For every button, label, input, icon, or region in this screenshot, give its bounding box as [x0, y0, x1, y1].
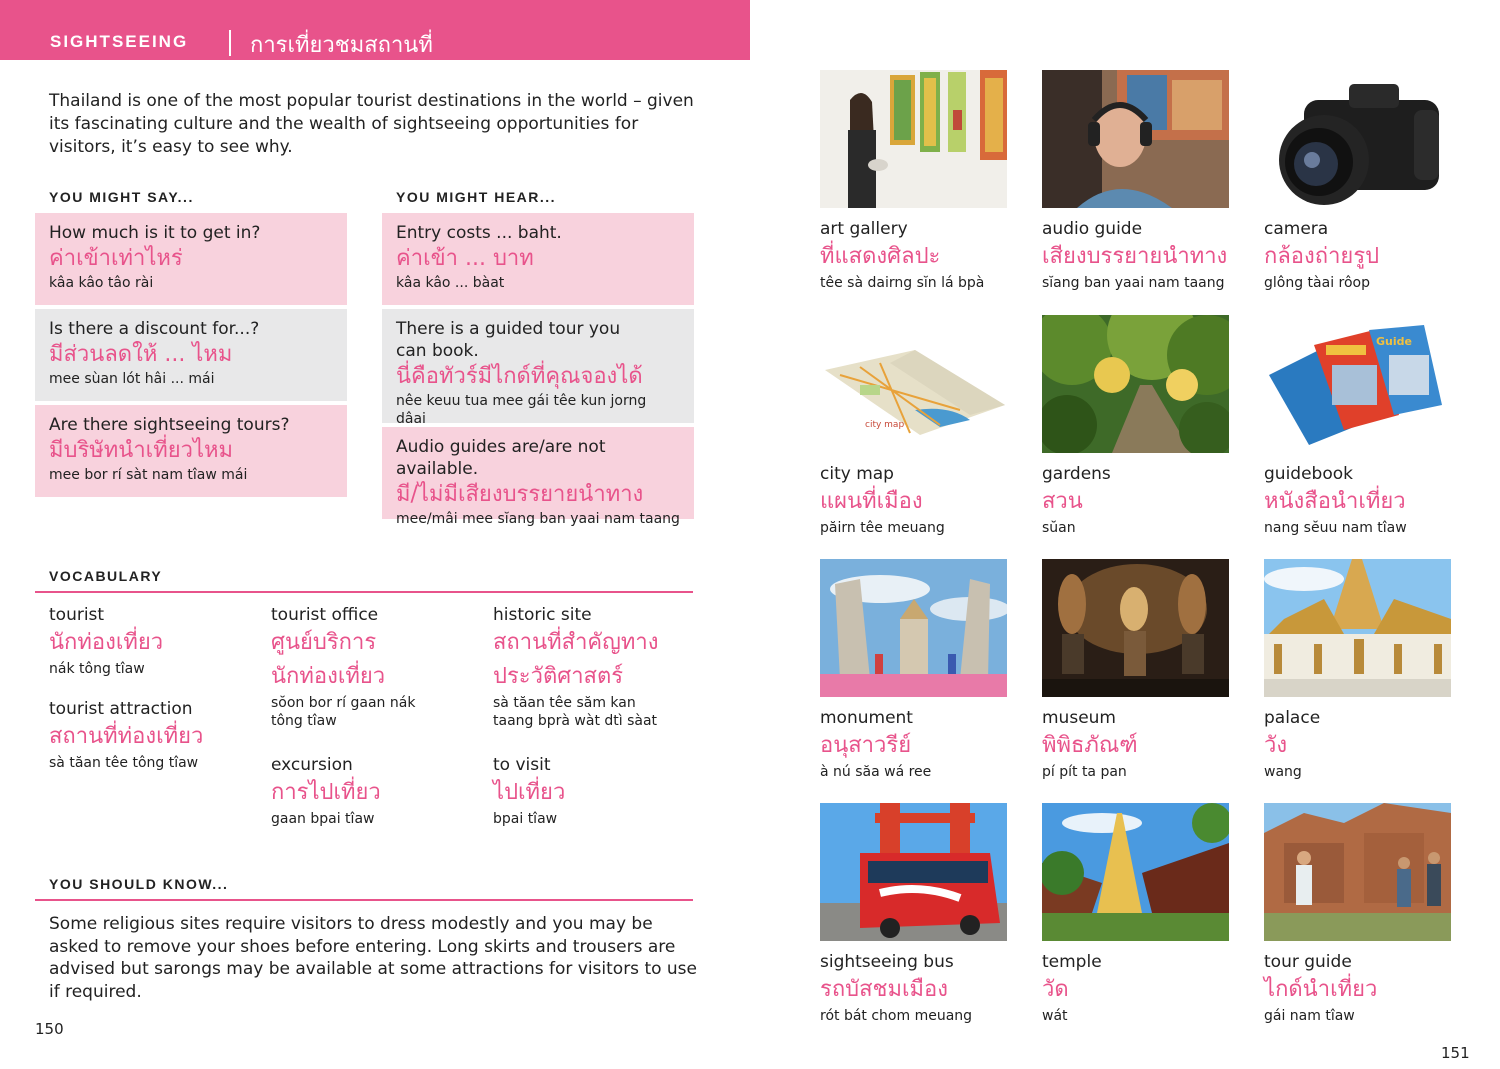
card-thai: เสียงบรรยายนำทาง [1042, 244, 1228, 269]
card-english: temple [1042, 952, 1102, 972]
vocab-card [1264, 559, 1454, 781]
vocab-card [820, 315, 1010, 537]
say-heading: YOU MIGHT SAY... [49, 189, 194, 205]
vocab-transliteration: nák tông tîaw [49, 661, 145, 677]
vocab-item [271, 604, 441, 730]
phrase-box [35, 309, 347, 401]
card-english: sightseeing bus [820, 952, 954, 972]
vocab-thai: สถานที่ท่องเที่ยว [49, 724, 204, 749]
card-thai: พิพิธภัณฑ์ [1042, 733, 1138, 758]
vocab-thai: นักท่องเที่ยว [49, 630, 164, 655]
phrase-box [382, 427, 694, 527]
card-transliteration: wát [1042, 1008, 1068, 1024]
card-transliteration: rót bát chom meuang [820, 1008, 973, 1024]
card-english: audio guide [1042, 219, 1143, 239]
card-thai: วัง [1264, 733, 1288, 758]
card-transliteration: wang [1264, 764, 1302, 780]
card-transliteration: nang sĕuu nam tîaw [1264, 520, 1407, 536]
card-english: museum [1042, 708, 1116, 728]
museum-photo [1042, 559, 1229, 697]
vocab-card [1264, 70, 1454, 292]
card-thai: ที่แสดงศิลปะ [820, 244, 941, 269]
vocab-thai: ศูนย์บริการ นักท่องเที่ยว [271, 630, 386, 689]
vocab-thai: การไปเที่ยว [271, 780, 381, 805]
card-transliteration: sĭang ban yaai nam taang [1042, 275, 1225, 291]
card-thai: แผนที่เมือง [820, 489, 923, 514]
vocab-card [1042, 559, 1232, 781]
hear-heading: YOU MIGHT HEAR... [396, 189, 557, 205]
vocab-card [1042, 70, 1232, 292]
know-rule [35, 899, 693, 901]
vocab-transliteration: bpai tîaw [493, 811, 558, 827]
vocab-transliteration: sà tăan têe tông tîaw [49, 755, 199, 771]
card-english: gardens [1042, 464, 1111, 484]
intro-text: Thailand is one of the most popular tourist destinations in the world – given its fascinating culture and the wealth of sightseeing opportunities for visitors, it’s easy to see why. [49, 91, 694, 157]
card-english: art gallery [820, 219, 908, 239]
vocab-thai: สถานที่สำคัญทาง ประวัติศาสตร์ [493, 630, 659, 689]
page-number-left: 150 [35, 1020, 64, 1038]
phrase-thai: นี่คือทัวร์มีไกด์ที่คุณจองได้ [396, 364, 643, 389]
tour-guide-photo [1264, 803, 1451, 941]
card-english: guidebook [1264, 464, 1353, 484]
art-gallery-photo [820, 70, 1007, 208]
phrase-english: Are there sightseeing tours? [49, 415, 290, 435]
vocab-card [1042, 803, 1232, 1025]
card-english: monument [820, 708, 913, 728]
vocab-item [49, 698, 259, 772]
vocab-english: excursion [271, 755, 353, 775]
card-transliteration: têe sà dairng sĭn lá bpà [820, 275, 985, 291]
vocab-card [1264, 315, 1454, 537]
phrase-english: There is a guided tour you can book. [396, 319, 621, 361]
card-thai: หนังสือนำเที่ยว [1264, 489, 1406, 514]
vocab-card [820, 70, 1010, 292]
card-transliteration: sŭan [1042, 520, 1076, 536]
phrase-english: How much is it to get in? [49, 223, 261, 243]
vocab-card [820, 803, 1010, 1025]
vocab-thai: ไปเที่ยว [493, 780, 566, 805]
phrase-english: Audio guides are/are not available. [396, 437, 606, 479]
card-thai: ไกด์นำเที่ยว [1264, 977, 1378, 1002]
card-transliteration: pí pít ta pan [1042, 764, 1127, 780]
vocab-item [49, 604, 259, 678]
phrase-english: Entry costs ... baht. [396, 223, 562, 243]
guide-label: Guide [1376, 335, 1412, 348]
card-transliteration: gái nam tîaw [1264, 1008, 1355, 1024]
vocab-transliteration: gaan bpai tîaw [271, 811, 375, 827]
vocab-english: to visit [493, 755, 551, 775]
palace-photo [1264, 559, 1451, 697]
vocab-item [493, 604, 678, 730]
card-english: tour guide [1264, 952, 1352, 972]
sightseeing-bus-photo [820, 803, 1007, 941]
vocab-transliteration: sà tăan têe săm kan taang bprà wàt dtì sàat [493, 695, 658, 729]
vocab-item [271, 754, 481, 828]
card-english: camera [1264, 219, 1329, 239]
know-text: Some religious sites require visitors to dress modestly and you may be asked to remove your shoes before entering. Long skirts and trousers are advised but sarongs may be available at some attractions for visitors to use if required. [49, 914, 698, 1002]
phrase-thai: มี/ไม่มีเสียงบรรยายนำทาง [396, 482, 644, 507]
phrase-thai: มีส่วนลดให้ ... ไหม [49, 342, 233, 367]
guidebook-photo [1264, 315, 1451, 453]
card-transliteration: à nú săa wá ree [820, 764, 932, 780]
vocab-english: tourist attraction [49, 699, 193, 719]
phrase-transliteration: mee/mâi mee sĭang ban yaai nam taang [396, 511, 680, 527]
phrase-box [35, 405, 347, 497]
phrase-transliteration: kâa kâo ... bàat [396, 275, 505, 291]
phrase-box [35, 213, 347, 305]
vocab-card [820, 559, 1010, 781]
page-number-right: 151 [1441, 1044, 1470, 1062]
city-map-photo [820, 315, 1007, 453]
vocab-card [1264, 803, 1454, 1025]
phrase-thai: ค่าเข้า ... บาท [396, 246, 534, 271]
card-thai: สวน [1042, 489, 1083, 514]
temple-photo [1042, 803, 1229, 941]
vocabulary-heading: VOCABULARY [49, 568, 163, 584]
section-title: SIGHTSEEING [50, 32, 189, 51]
camera-photo [1264, 70, 1451, 208]
card-english: palace [1264, 708, 1321, 728]
card-transliteration: glông tàai rôop [1264, 275, 1371, 291]
card-thai: รถบัสชมเมือง [820, 977, 948, 1002]
card-thai: วัด [1042, 977, 1069, 1002]
phrase-thai: มีบริษัทนำเที่ยวไหม [49, 438, 234, 463]
card-english: city map [820, 464, 894, 484]
phrase-english: Is there a discount for...? [49, 319, 260, 339]
phrase-transliteration: kâa kâo tâo rài [49, 275, 154, 291]
card-thai: กล้องถ่ายรูป [1264, 244, 1380, 269]
vocab-english: historic site [493, 605, 592, 625]
phrase-box [382, 213, 694, 305]
phrase-transliteration: mee bor rí sàt nam tîaw mái [49, 467, 248, 483]
phrase-thai: ค่าเข้าเท่าไหร่ [49, 246, 183, 271]
audio-guide-photo [1042, 70, 1229, 208]
card-thai: อนุสาวรีย์ [820, 733, 912, 758]
know-heading: YOU SHOULD KNOW... [49, 876, 229, 892]
phrase-box [382, 309, 694, 427]
vocab-transliteration: sŏon bor rí gaan nák tông tîaw [271, 695, 416, 729]
phrase-transliteration: nêe keuu tua mee gái têe kun jorng dâai [396, 393, 647, 427]
vocabulary-rule [35, 591, 693, 593]
phrase-transliteration: mee sùan lót hâi ... mái [49, 371, 215, 387]
vocab-english: tourist office [271, 605, 379, 625]
section-title-thai: การเที่ยวชมสถานที่ [250, 33, 433, 58]
vocab-card [1042, 315, 1232, 537]
header-divider [229, 30, 231, 56]
gardens-photo [1042, 315, 1229, 453]
vocab-item [493, 754, 703, 828]
vocab-english: tourist [49, 605, 105, 625]
monument-photo [820, 559, 1007, 697]
map-label: city map [865, 420, 905, 430]
card-transliteration: păirn têe meuang [820, 520, 945, 536]
